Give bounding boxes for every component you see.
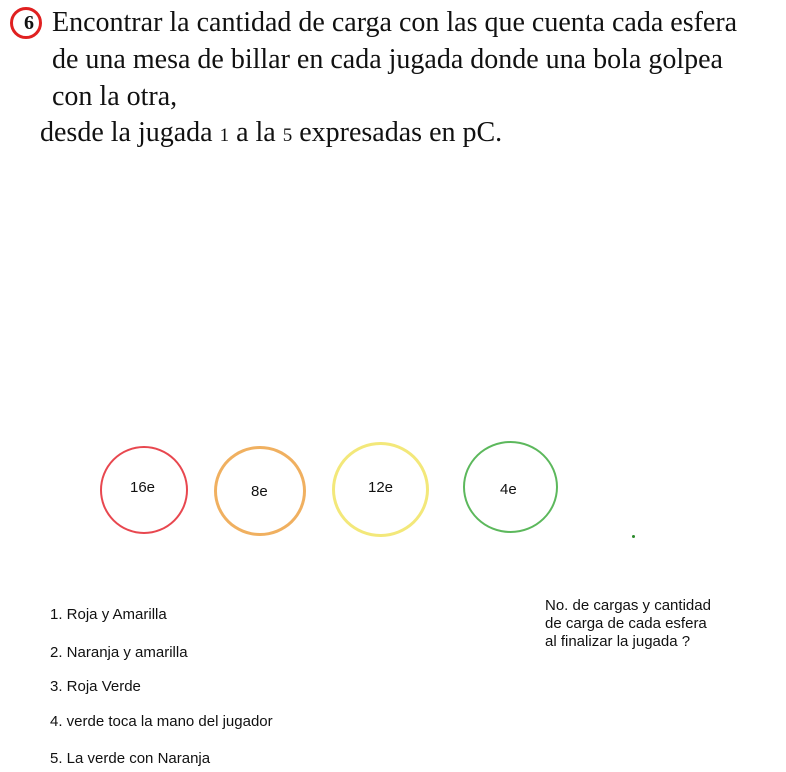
ball-green: [463, 441, 558, 533]
question-number-circle: [10, 7, 42, 39]
subtitle-to: 5: [282, 125, 293, 146]
play-item: 1. Roja y Amarilla: [50, 606, 167, 623]
ball-yellow: [332, 442, 429, 537]
subtitle-mid: a la: [229, 117, 283, 148]
question-number: 6: [24, 12, 34, 34]
green-dot: [632, 535, 635, 538]
play-item: 3. Roja Verde: [50, 678, 141, 695]
subtitle-from: 1: [219, 125, 230, 146]
play-item: 4. verde toca la mano del jugador: [50, 713, 273, 730]
play-item: 5. La verde con Naranja: [50, 750, 211, 767]
question-title: Encontrar la cantidad de carga con las que cuenta cada esfera de una mesa de billar en cada jugada donde una bola golpea con la otra,: [52, 7, 738, 112]
ball-red-charge: 16e: [130, 479, 156, 496]
ball-orange: [214, 446, 306, 536]
ball-red: [100, 446, 188, 534]
ball-yellow-charge: 12e: [368, 479, 394, 496]
ball-orange-charge: 8e: [251, 483, 268, 500]
subtitle-pre: desde la jugada: [40, 117, 220, 148]
play-item: 2. Naranja y amarilla: [50, 644, 188, 661]
subtitle-post: expresadas en pC.: [292, 117, 503, 148]
note-question: No. de cargas y cantidad de carga de cada esfera al finalizar la jugada ?: [545, 597, 711, 650]
ball-green-charge: 4e: [500, 481, 517, 498]
question-subtitle: [40, 114, 502, 154]
